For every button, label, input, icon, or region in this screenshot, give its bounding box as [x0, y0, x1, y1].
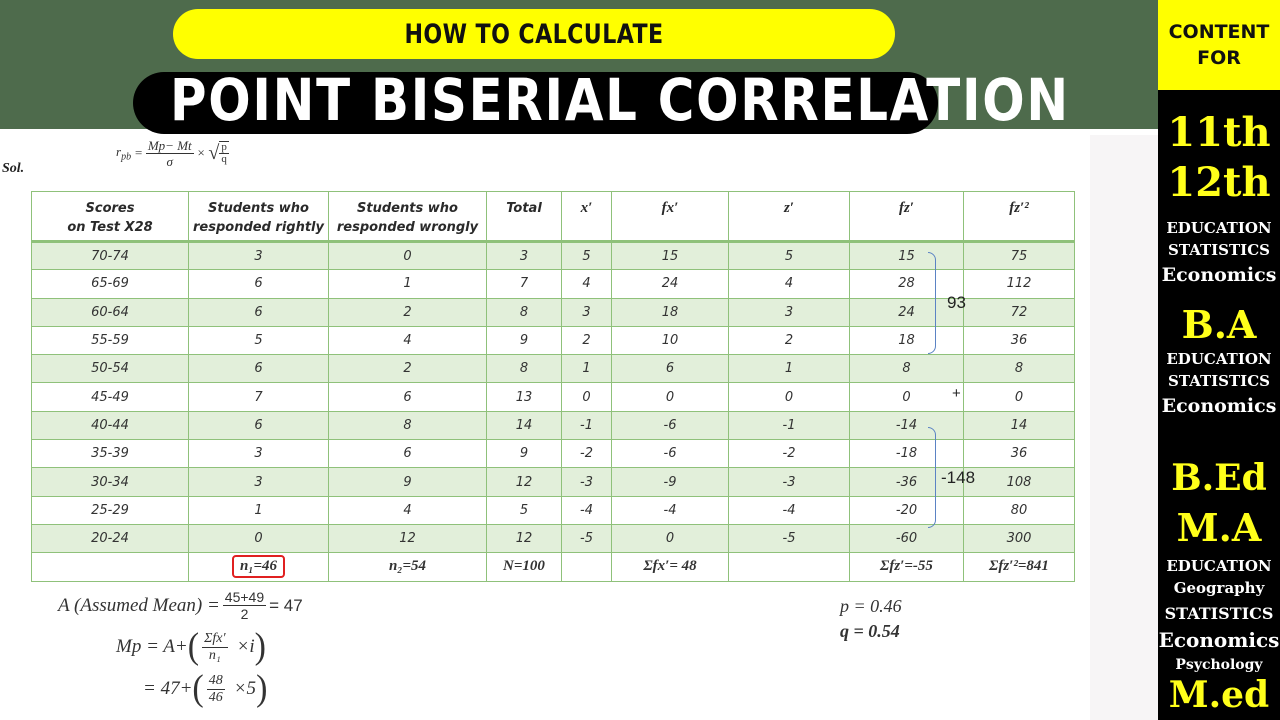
- cell-fz2: 36: [964, 326, 1075, 354]
- cell-fz2: 108: [964, 468, 1075, 496]
- cell-fx: -6: [612, 440, 729, 468]
- cell-x: -4: [562, 496, 612, 524]
- plus-sign: +: [952, 385, 961, 402]
- formula-r: r: [116, 143, 122, 159]
- cell-rightly: 7: [189, 383, 329, 411]
- cell-z: 3: [729, 298, 850, 326]
- cell-fz: 18: [850, 326, 964, 354]
- cell-fx: -9: [612, 468, 729, 496]
- table-row: [32, 355, 1075, 383]
- cell-score: 30-34: [32, 468, 189, 496]
- subtitle-pill: [173, 9, 895, 59]
- table-row: [32, 496, 1075, 524]
- cell-fz2: 72: [964, 298, 1075, 326]
- totals-sum-fz2: Σfz′²=841: [964, 553, 1075, 581]
- cell-total: 9: [487, 326, 562, 354]
- mp-fraction: [202, 632, 228, 663]
- positive-group-sum: 93: [947, 293, 966, 312]
- radical-icon: √: [208, 141, 220, 164]
- cell-total: 7: [487, 270, 562, 298]
- cell-wrongly: 12: [329, 524, 487, 552]
- cell-z: -1: [729, 411, 850, 439]
- totals-N: N=100: [487, 553, 562, 581]
- cell-fz: 15: [850, 242, 964, 270]
- header-total: Total: [487, 192, 562, 242]
- cell-wrongly: 8: [329, 411, 487, 439]
- mp-substituted-equation: [143, 668, 268, 709]
- header-line: responded rightly: [193, 220, 324, 235]
- cell-z: -3: [729, 468, 850, 496]
- cell-fz2: 75: [964, 242, 1075, 270]
- cell-fz: -14: [850, 411, 964, 439]
- cell-score: 40-44: [32, 411, 189, 439]
- cell-score: 60-64: [32, 298, 189, 326]
- cell-rightly: 6: [189, 270, 329, 298]
- header-z-prime: z′: [729, 192, 850, 242]
- sidebar-item-psychology: Psychology: [1175, 657, 1263, 673]
- cell-x: 0: [562, 383, 612, 411]
- totals-sum-fz: Σfz′=-55: [850, 553, 964, 581]
- sidebar-item-statistics: STATISTICS: [1168, 241, 1270, 259]
- cell-z: -4: [729, 496, 850, 524]
- cell-fx: 15: [612, 242, 729, 270]
- totals-empty: [562, 553, 612, 581]
- negative-group-brace: [928, 427, 936, 528]
- point-biserial-formula: [116, 136, 229, 170]
- mp-formula-equation: [116, 626, 266, 667]
- cell-x: 4: [562, 270, 612, 298]
- cell-total: 3: [487, 242, 562, 270]
- sidebar-item-11th: 11th: [1167, 109, 1271, 156]
- cell-rightly: 6: [189, 411, 329, 439]
- cell-fz2: 14: [964, 411, 1075, 439]
- positive-group-brace: [928, 252, 936, 354]
- frequency-table: [31, 191, 1075, 582]
- fraction-num: 48: [208, 672, 223, 688]
- header-fz-prime-squared: fz′²: [964, 192, 1075, 242]
- table-row: [32, 270, 1075, 298]
- cell-total: 8: [487, 355, 562, 383]
- cell-rightly: 6: [189, 355, 329, 383]
- right-paren-icon: ): [254, 626, 266, 667]
- cell-z: -5: [729, 524, 850, 552]
- header-line: responded wrongly: [336, 220, 479, 235]
- cell-wrongly: 4: [329, 326, 487, 354]
- cell-fz2: 112: [964, 270, 1075, 298]
- sidebar-item-statistics: STATISTICS: [1164, 604, 1274, 623]
- cell-rightly: 6: [189, 298, 329, 326]
- page-title: POINT BISERIAL CORRELATION: [170, 66, 1070, 134]
- formula-times: ×: [196, 145, 206, 160]
- cell-fx: 0: [612, 383, 729, 411]
- cell-fz: 24: [850, 298, 964, 326]
- header-fz-prime: fz′: [850, 192, 964, 242]
- totals-sum-fx: Σfx′= 48: [612, 553, 729, 581]
- cell-rightly: 3: [189, 242, 329, 270]
- fraction-den: 2: [240, 606, 249, 622]
- sidebar-item-education: EDUCATION: [1166, 557, 1272, 575]
- totals-row: [32, 553, 1075, 581]
- header-rightly: [189, 192, 329, 242]
- table-row: [32, 242, 1075, 270]
- table-row: [32, 440, 1075, 468]
- fraction-num: 45+49: [224, 589, 265, 605]
- cell-score: 35-39: [32, 440, 189, 468]
- table-row: [32, 383, 1075, 411]
- sidebar-item-ma: M.A: [1176, 505, 1262, 550]
- sidebar-item-geography: Geography: [1173, 579, 1265, 597]
- cell-fx: -4: [612, 496, 729, 524]
- cell-x: -2: [562, 440, 612, 468]
- cell-score: 25-29: [32, 496, 189, 524]
- formula-sub: pb: [121, 151, 132, 163]
- header-line: Students who: [357, 201, 458, 216]
- cell-score: 55-59: [32, 326, 189, 354]
- header-line: on Test X28: [67, 220, 153, 235]
- cell-rightly: 3: [189, 468, 329, 496]
- sidebar-item-education: EDUCATION: [1166, 219, 1272, 237]
- cell-fz2: 80: [964, 496, 1075, 524]
- sidebar-item-12th: 12th: [1167, 159, 1271, 206]
- q-value: q = 0.54: [840, 621, 900, 641]
- cell-fz: 28: [850, 270, 964, 298]
- page-margin: [1090, 135, 1158, 720]
- cell-fx: 0: [612, 524, 729, 552]
- cell-x: 1: [562, 355, 612, 383]
- totals-empty: [729, 553, 850, 581]
- table-header-row: [32, 192, 1075, 242]
- cell-x: -1: [562, 411, 612, 439]
- cell-x: -5: [562, 524, 612, 552]
- sidebar-item-economics: Economics: [1161, 264, 1277, 286]
- mp-sub-tail: ×5: [233, 678, 257, 699]
- sqrt-den: q: [221, 153, 227, 165]
- cell-x: 5: [562, 242, 612, 270]
- fraction-den: 46: [208, 689, 223, 705]
- table-row: [32, 468, 1075, 496]
- cell-wrongly: 6: [329, 383, 487, 411]
- header-line: Students who: [208, 201, 309, 216]
- cell-score: 20-24: [32, 524, 189, 552]
- cell-total: 12: [487, 468, 562, 496]
- cell-fx: 24: [612, 270, 729, 298]
- mp-tail: ×i: [236, 636, 255, 657]
- cell-fx: 10: [612, 326, 729, 354]
- cell-x: 2: [562, 326, 612, 354]
- mp-sub-lhs: = 47+: [143, 678, 193, 699]
- formula-equals: =: [134, 145, 143, 160]
- cell-total: 13: [487, 383, 562, 411]
- header-x-prime: x′: [562, 192, 612, 242]
- sidebar-header-line: FOR: [1197, 47, 1241, 69]
- cell-rightly: 1: [189, 496, 329, 524]
- cell-wrongly: 2: [329, 298, 487, 326]
- sidebar-item-education: EDUCATION: [1166, 350, 1272, 368]
- course-sidebar: [1158, 0, 1280, 720]
- cell-fz2: 300: [964, 524, 1075, 552]
- cell-total: 9: [487, 440, 562, 468]
- cell-total: 14: [487, 411, 562, 439]
- sidebar-item-ba: B.A: [1181, 302, 1257, 347]
- sidebar-item-bed: B.Ed: [1171, 457, 1267, 499]
- cell-fz: -18: [850, 440, 964, 468]
- sidebar-header-line: CONTENT: [1168, 21, 1270, 43]
- cell-wrongly: 9: [329, 468, 487, 496]
- sqrt-symbol: [208, 141, 228, 165]
- negative-group-sum: -148: [941, 468, 976, 487]
- cell-z: 2: [729, 326, 850, 354]
- sidebar-header: [1158, 0, 1280, 90]
- cell-fz: -36: [850, 468, 964, 496]
- sqrt-num: p: [221, 141, 227, 153]
- p-value: p = 0.46: [840, 596, 902, 616]
- cell-score: 50-54: [32, 355, 189, 383]
- formula-numerator: Mp− Mt: [147, 137, 192, 153]
- cell-fx: -6: [612, 411, 729, 439]
- cell-fz2: 8: [964, 355, 1075, 383]
- mp-lhs: Mp = A+: [116, 636, 188, 657]
- solution-label: Sol.: [2, 161, 25, 176]
- cell-rightly: 0: [189, 524, 329, 552]
- cell-x: 3: [562, 298, 612, 326]
- cell-rightly: 5: [189, 326, 329, 354]
- fraction-num: Σfx′: [204, 630, 226, 646]
- cell-total: 5: [487, 496, 562, 524]
- cell-total: 12: [487, 524, 562, 552]
- table-row: [32, 411, 1075, 439]
- cell-score: 65-69: [32, 270, 189, 298]
- formula-fraction: [146, 139, 194, 168]
- cell-wrongly: 1: [329, 270, 487, 298]
- header-fx-prime: fx′: [612, 192, 729, 242]
- formula-lhs: [116, 144, 131, 163]
- cell-wrongly: 0: [329, 242, 487, 270]
- header-line: Scores: [85, 201, 135, 216]
- subtitle-text: HOW TO CALCULATE: [404, 18, 664, 50]
- cell-fz: -60: [850, 524, 964, 552]
- sidebar-item-statistics: STATISTICS: [1168, 372, 1270, 390]
- assumed-mean-result: = 47: [269, 595, 303, 615]
- left-paren-icon: (: [192, 668, 204, 709]
- cell-fz: -20: [850, 496, 964, 524]
- cell-fz2: 36: [964, 440, 1075, 468]
- cell-fz: 0: [850, 383, 964, 411]
- table-row: [32, 524, 1075, 552]
- assumed-mean-equation: [58, 590, 303, 621]
- cell-wrongly: 4: [329, 496, 487, 524]
- right-paren-icon: ): [256, 668, 268, 709]
- cell-fz2: 0: [964, 383, 1075, 411]
- cell-fx: 18: [612, 298, 729, 326]
- cell-z: 0: [729, 383, 850, 411]
- cell-wrongly: 2: [329, 355, 487, 383]
- totals-n1: [189, 553, 329, 581]
- totals-n2: n₂=54: [329, 553, 487, 581]
- header-wrongly: [329, 192, 487, 242]
- sqrt-fraction: [219, 141, 229, 165]
- cell-fz: 8: [850, 355, 964, 383]
- cell-z: 1: [729, 355, 850, 383]
- table-row: [32, 326, 1075, 354]
- sidebar-item-economics: Economics: [1158, 628, 1280, 652]
- cell-score: 70-74: [32, 242, 189, 270]
- totals-empty: [32, 553, 189, 581]
- assumed-mean-fraction: [223, 590, 266, 621]
- left-paren-icon: (: [187, 626, 200, 667]
- cell-z: 5: [729, 242, 850, 270]
- fraction-den: n₁: [208, 647, 221, 663]
- sidebar-item-med: M.ed: [1168, 674, 1270, 716]
- cell-fx: 6: [612, 355, 729, 383]
- cell-wrongly: 6: [329, 440, 487, 468]
- sidebar-item-economics: Economics: [1161, 395, 1277, 417]
- cell-z: -2: [729, 440, 850, 468]
- mp-sub-fraction: [207, 674, 225, 705]
- cell-total: 8: [487, 298, 562, 326]
- cell-z: 4: [729, 270, 850, 298]
- n1-highlight: n₁=46: [232, 555, 285, 578]
- formula-denominator: σ: [166, 153, 173, 169]
- header-scores: [32, 192, 189, 242]
- cell-x: -3: [562, 468, 612, 496]
- table-row: [32, 298, 1075, 326]
- cell-score: 45-49: [32, 383, 189, 411]
- cell-rightly: 3: [189, 440, 329, 468]
- assumed-mean-label: A (Assumed Mean) =: [58, 594, 220, 616]
